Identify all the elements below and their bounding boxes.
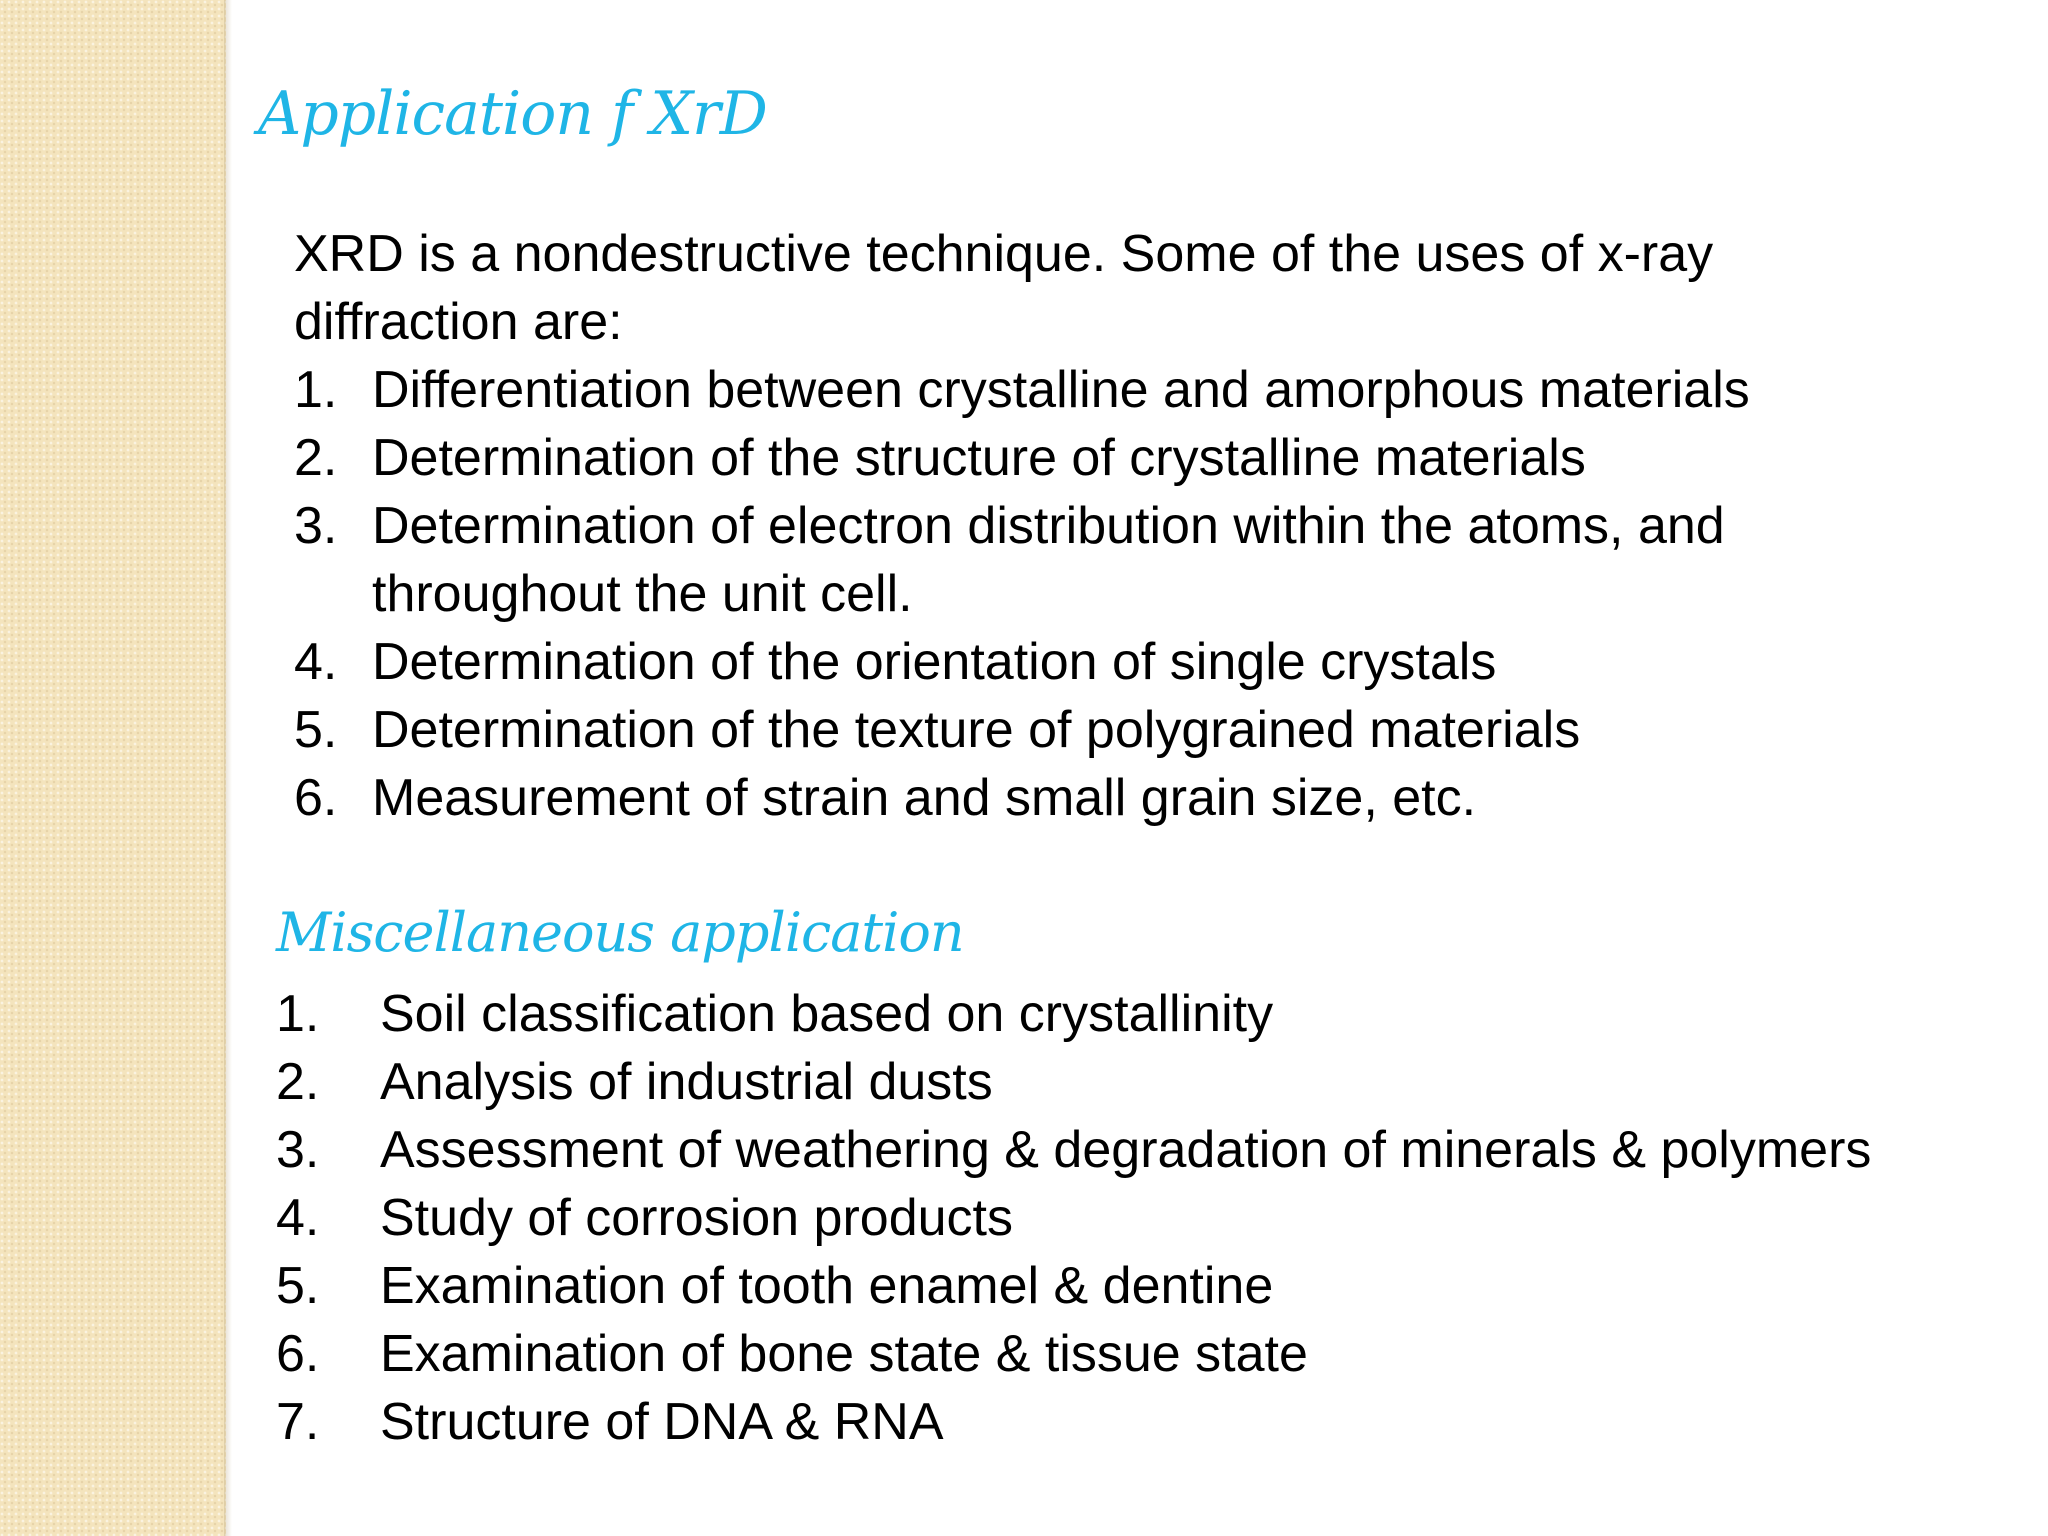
misc-list: [276, 980, 1916, 1456]
list-item-text: Study of corrosion products: [380, 1189, 1013, 1247]
list-item: [276, 1388, 1916, 1456]
intro-paragraph: XRD is a nondestructive technique. Some of the uses of x-ray diffraction are:: [294, 225, 1714, 351]
list-item: [276, 1048, 1916, 1116]
list-item: [294, 764, 1954, 832]
list-item-text: Analysis of industrial dusts: [380, 1053, 993, 1111]
list-item-number: 3.: [294, 497, 338, 555]
list-item-text: Examination of tooth enamel & dentine: [380, 1257, 1274, 1315]
list-item-number: 4.: [294, 633, 338, 691]
list-item: [276, 980, 1916, 1048]
list-item: [276, 1320, 1916, 1388]
list-item-number: 3.: [276, 1121, 320, 1179]
list-item: [294, 356, 1954, 424]
list-item-text: Determination of the structure of crystalline materials: [372, 429, 1586, 487]
decorative-side-strip: [0, 0, 226, 1536]
list-item-text: Determination of the texture of polygrained materials: [372, 701, 1581, 759]
misc-heading: Miscellaneous application: [276, 901, 964, 964]
list-item-text: Structure of DNA & RNA: [380, 1393, 944, 1451]
list-item: [276, 1116, 1916, 1184]
list-item-number: 6.: [294, 769, 338, 827]
list-item-text: Soil classification based on crystallinity: [380, 985, 1274, 1043]
uses-list: [294, 356, 1954, 832]
list-item-text: Determination of the orientation of single crystals: [372, 633, 1497, 691]
list-item: [276, 1252, 1916, 1320]
list-item-number: 6.: [276, 1325, 320, 1383]
list-item-number: 5.: [276, 1257, 320, 1315]
list-item: [294, 628, 1954, 696]
list-item: [294, 492, 1954, 628]
list-item-number: 2.: [294, 429, 338, 487]
list-item-number: 4.: [276, 1189, 320, 1247]
list-item-number: 1.: [294, 361, 338, 419]
list-item-text: Determination of electron distribution within the atoms, and throughout the unit cell.: [372, 497, 1725, 623]
list-item: [276, 1184, 1916, 1252]
list-item-number: 7.: [276, 1393, 320, 1451]
list-item-text: Examination of bone state & tissue state: [380, 1325, 1308, 1383]
list-item-text: Measurement of strain and small grain size, etc.: [372, 769, 1477, 827]
list-item: [294, 696, 1954, 764]
slide-title: Application f XrD: [258, 79, 767, 149]
side-strip-shadow: [224, 0, 232, 1536]
list-item-text: Assessment of weathering & degradation of minerals & polymers: [380, 1121, 1872, 1179]
list-item: [294, 424, 1954, 492]
list-item-text: Differentiation between crystalline and amorphous materials: [372, 361, 1750, 419]
list-item-number: 1.: [276, 985, 320, 1043]
list-item-number: 2.: [276, 1053, 320, 1111]
list-item-number: 5.: [294, 701, 338, 759]
